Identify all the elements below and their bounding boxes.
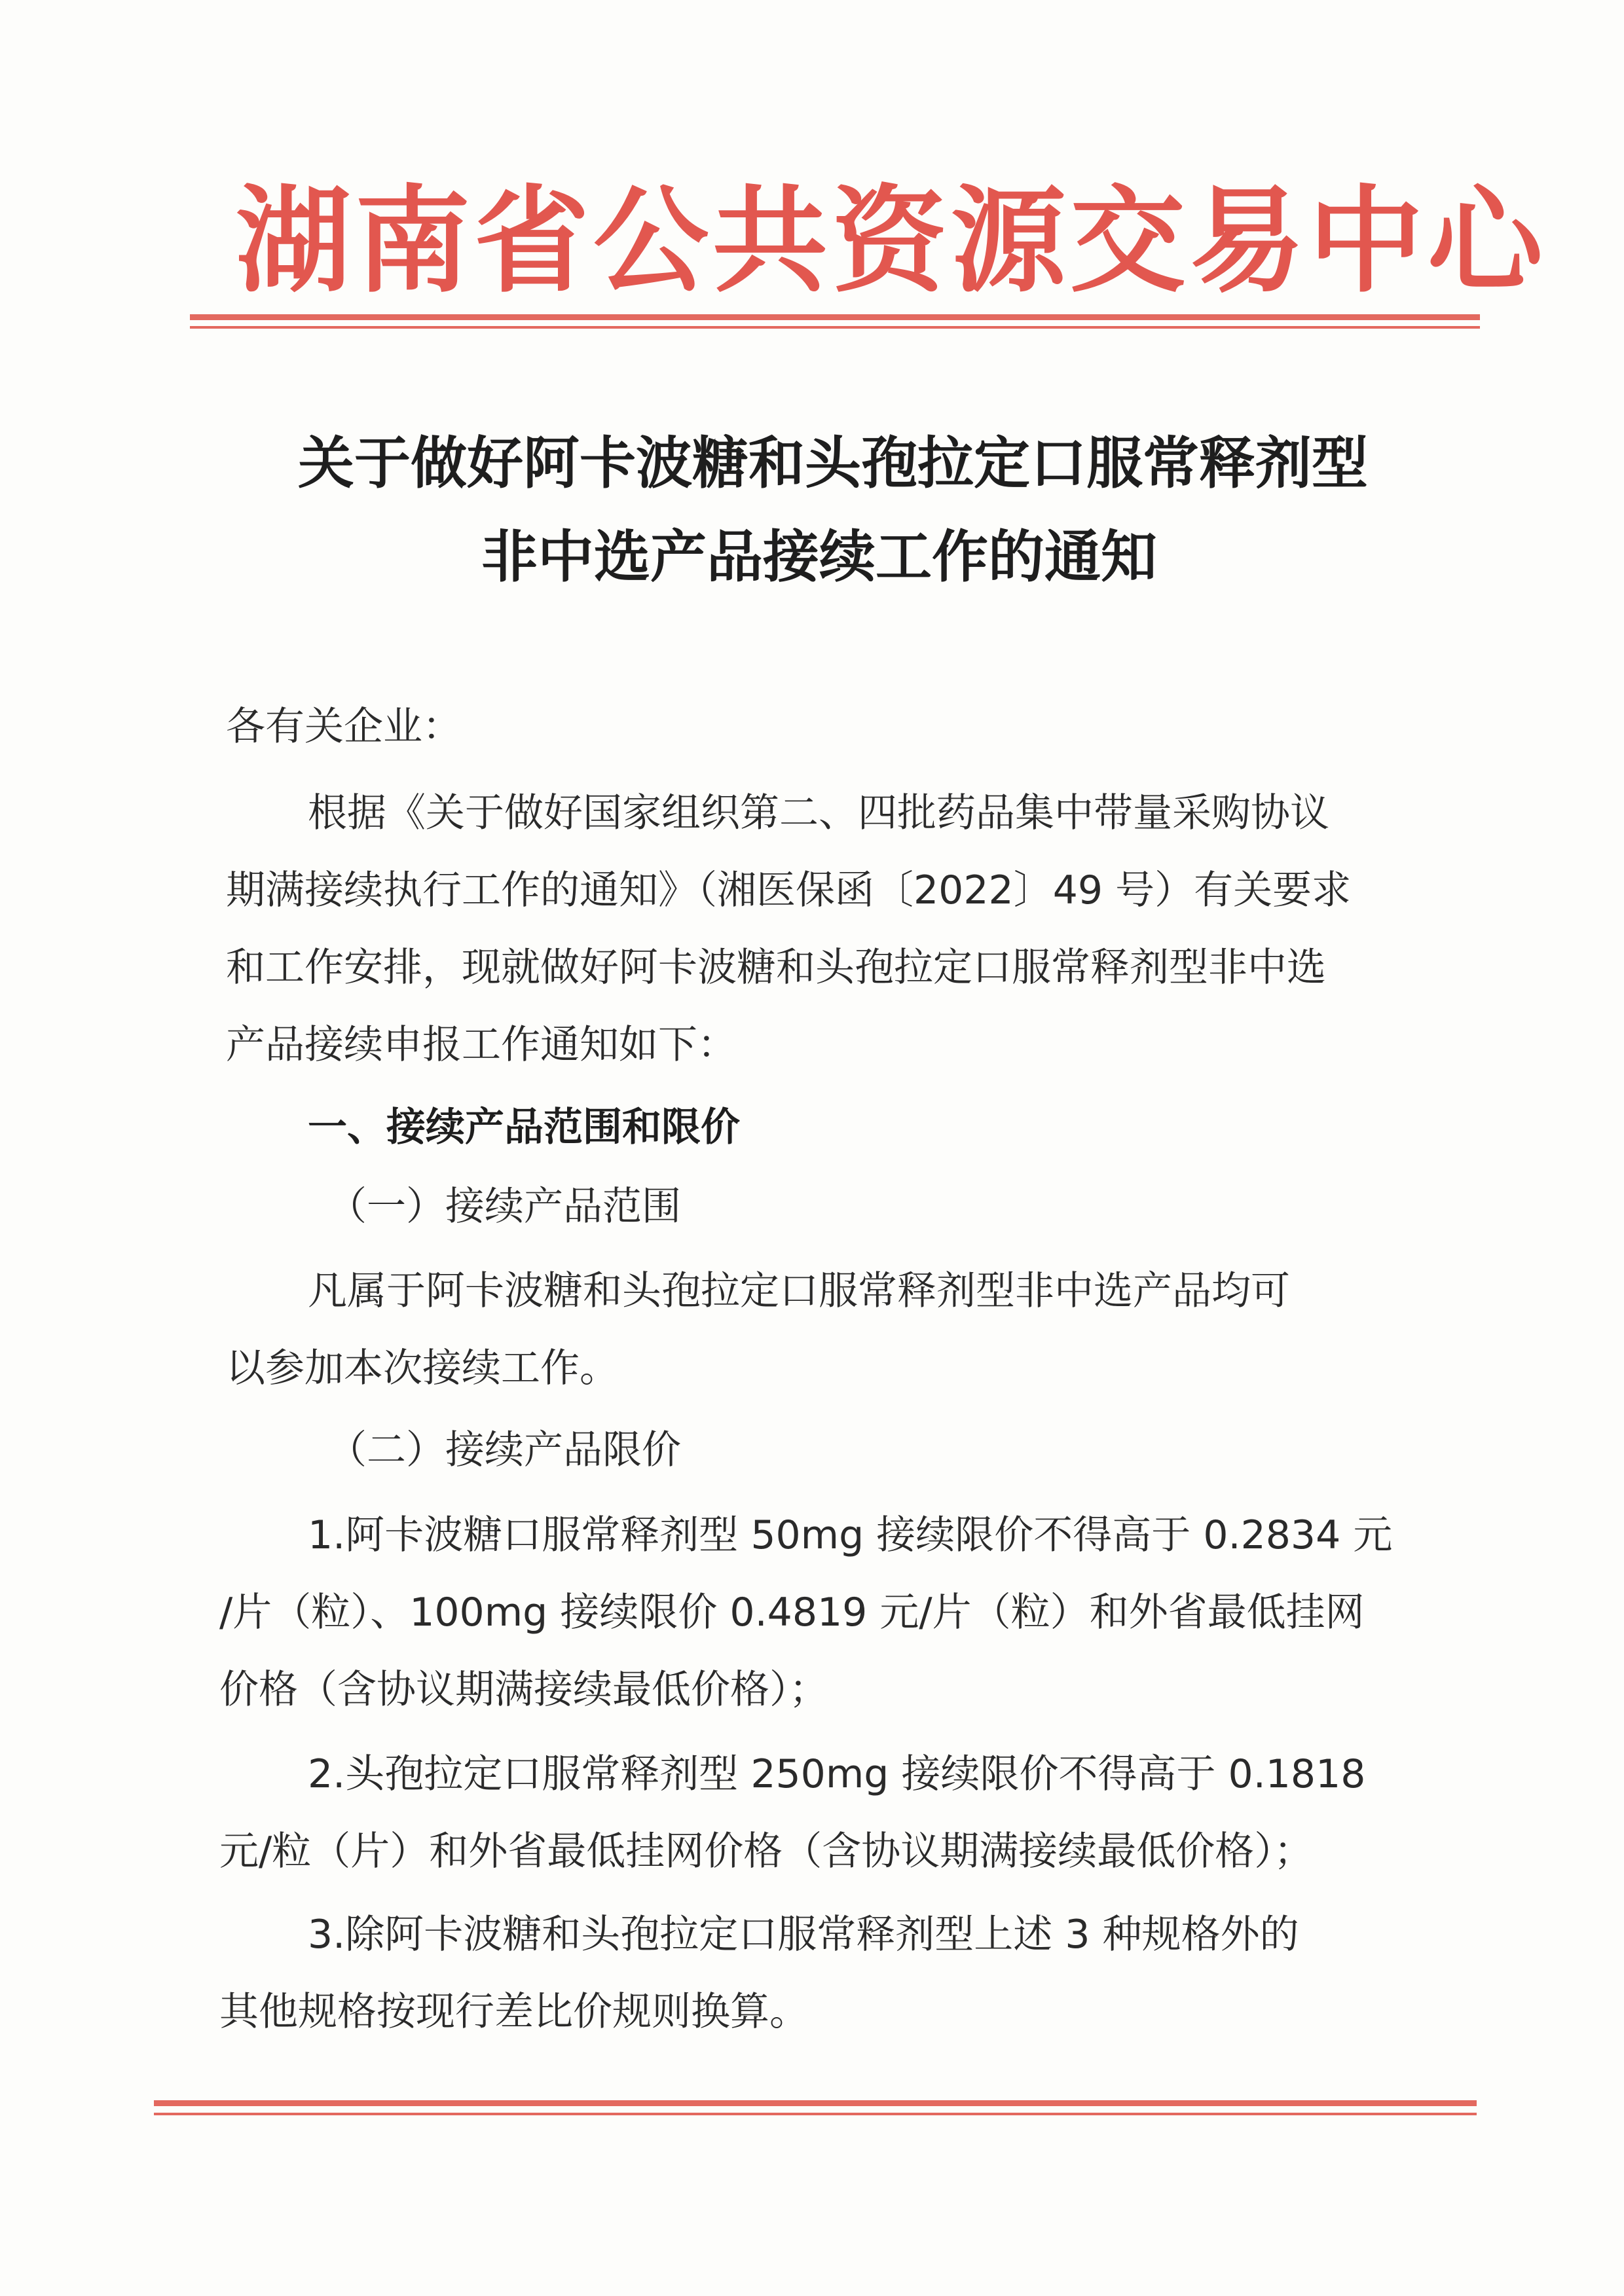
item-line: 价格（含协议期满接续最低价格）； xyxy=(219,1667,828,1713)
letterhead-organization-name: 湖南省公共资源交易中心 xyxy=(236,173,1547,308)
item-line: 1.阿卡波糖口服常释剂型 50mg 接续限价不得高于 0.2834 元 xyxy=(308,1512,1393,1558)
intro-line: 期满接续执行工作的通知》（湘医保函〔2022〕49 号）有关要求 xyxy=(226,867,1352,913)
subsection-body-line: 以参加本次接续工作。 xyxy=(226,1345,619,1391)
document-title-line-1: 关于做好阿卡波糖和头孢拉定口服常释剂型 xyxy=(298,430,1368,496)
subsection-heading: （二）接续产品限价 xyxy=(327,1427,681,1473)
subsection-body-line: 凡属于阿卡波糖和头孢拉定口服常释剂型非中选产品均可 xyxy=(308,1268,1290,1314)
item-line: 其他规格按现行差比价规则换算。 xyxy=(219,1989,809,2035)
section-heading: 一、接续产品范围和限价 xyxy=(308,1104,740,1150)
intro-line: 根据《关于做好国家组织第二、四批药品集中带量采购协议 xyxy=(308,790,1329,836)
item-line: 3.除阿卡波糖和头孢拉定口服常释剂型上述 3 种规格外的 xyxy=(308,1912,1299,1958)
footer-rule-thick xyxy=(154,2100,1477,2106)
letterhead-rule-thick xyxy=(190,314,1480,320)
item-line: /片（粒）、100mg 接续限价 0.4819 元/片（粒）和外省最低挂网 xyxy=(219,1590,1365,1635)
intro-line: 产品接续申报工作通知如下： xyxy=(226,1022,737,1068)
letterhead-rule-thin xyxy=(190,326,1480,329)
salutation: 各有关企业： xyxy=(226,704,462,750)
letterhead xyxy=(190,167,1547,344)
item-line: 2.头孢拉定口服常释剂型 250mg 接续限价不得高于 0.1818 xyxy=(308,1751,1366,1797)
intro-line: 和工作安排，现就做好阿卡波糖和头孢拉定口服常释剂型非中选 xyxy=(226,945,1326,991)
document-title-line-2: 非中选产品接续工作的通知 xyxy=(481,524,1157,590)
item-line: 元/粒（片）和外省最低挂网价格（含协议期满接续最低价格）； xyxy=(219,1829,1314,1874)
subsection-heading: （一）接续产品范围 xyxy=(327,1184,681,1230)
footer-rule-thin xyxy=(154,2113,1477,2115)
